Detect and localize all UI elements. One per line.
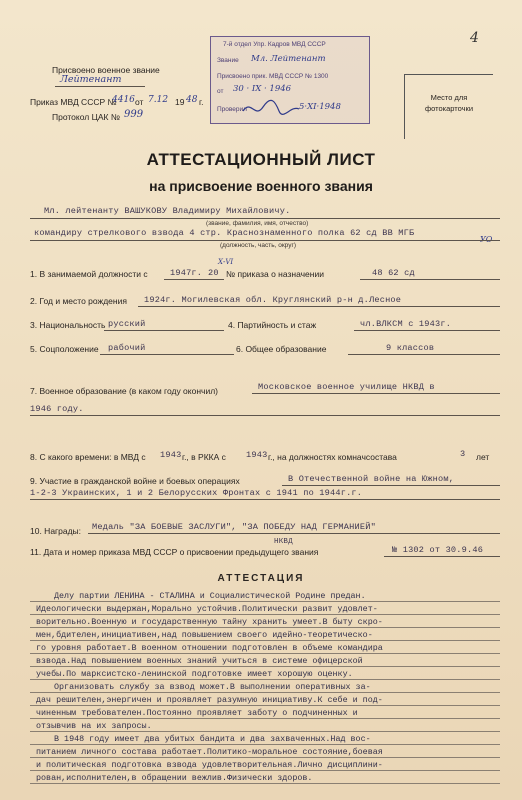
f11-value: № 1302 от 30.9.46 xyxy=(392,545,484,555)
f9-line xyxy=(282,485,500,486)
f5-line xyxy=(100,354,234,355)
person-position-line xyxy=(30,240,500,241)
attestation-line: питанием личного состава работает.Политико-моральное состояние,боевая xyxy=(36,747,383,757)
f5-label: 5. Соцположение xyxy=(30,344,99,354)
order-date: 7.12 xyxy=(148,95,169,105)
stamp-order-label: Присвоено прик. МВД СССР № 1300 xyxy=(217,73,329,80)
stamp-header: 7-й отдел Упр. Кадров МВД СССР xyxy=(223,41,326,48)
person-position-caption: (должность, часть, округ) xyxy=(220,242,297,249)
person-name-caption: (звание, фамилия, имя, отчество) xyxy=(206,220,309,227)
attestation-rule-5 xyxy=(30,653,500,654)
person-name-line xyxy=(30,218,500,219)
document-subtitle: на присвоение военного звания xyxy=(149,178,373,194)
order-year: 48 xyxy=(186,95,198,105)
attestation-line: чиненным требователен.Постоянно проявляет заботу о подчиненных и xyxy=(36,708,358,718)
attestation-line: го уровня работает.В военном отношении подготовлен в объеме командира xyxy=(36,643,383,653)
attestation-line: ворительно.Военную и государственную тайну хранить умеет.В быту скро- xyxy=(36,617,383,627)
attestation-line: В 1948 году имеет два убитых бандита и два захваченных.Над вос- xyxy=(54,734,371,744)
f11-line xyxy=(384,556,500,557)
f1-number-label: № приказа о назначении xyxy=(226,269,324,279)
document-title: АТТЕСТАЦИОННЫЙ ЛИСТ xyxy=(146,150,376,169)
f8-mvd-year: 1943 xyxy=(160,450,182,460)
attestation-line: Идеологически выдержан,Морально устойчив.Политически развит удовлет- xyxy=(36,604,378,614)
f7-value: Московское военное училище НКВД в xyxy=(258,382,435,392)
stamp-checked-label: Проверил xyxy=(217,106,247,113)
f9-label: 9. Участие в гражданской войне и боевых операциях xyxy=(30,476,240,486)
page-number: 4 xyxy=(470,30,479,46)
f4-line xyxy=(354,330,500,331)
attestation-line: дач решителен,энергичен и проявляет разумную инициативу.К себе и под- xyxy=(36,695,383,705)
f6-label: 6. Общее образование xyxy=(236,344,327,354)
stamp-rank-label: Звание xyxy=(217,57,239,64)
f7-line-2 xyxy=(30,415,500,416)
rank-assigned-label: Присвоено военное звание xyxy=(52,65,160,75)
order-year-suffix: г. xyxy=(199,97,204,107)
f11-note: НКВД xyxy=(274,538,293,546)
f10-label: 10. Награды: xyxy=(30,526,82,536)
f6-line xyxy=(348,354,500,355)
f1-label: 1. В занимаемой должности с xyxy=(30,269,148,279)
f2-line xyxy=(138,306,500,307)
protocol-number: 999 xyxy=(124,109,144,120)
f1-line xyxy=(164,279,224,280)
f5-value: рабочий xyxy=(108,343,146,353)
f8-rkka-year: 1943 xyxy=(246,450,268,460)
attestation-line: мен,бдителен,инициативен,над повышением своего идейно-теоретическо- xyxy=(36,630,373,640)
registration-stamp xyxy=(210,36,370,124)
f4-label: 4. Партийность и стаж xyxy=(228,320,317,330)
f6-value: 9 классов xyxy=(386,343,435,353)
f4-value: чл.ВЛКСМ с 1943г. xyxy=(360,319,452,329)
rank-assigned-line xyxy=(55,86,145,87)
attestation-line: и политическая подготовка взвода удовлетворительная.Лично дисциплини- xyxy=(36,760,383,770)
f1-number: 20 xyxy=(208,268,219,278)
signature-icon xyxy=(241,97,301,119)
f1-order: 48 62 сд xyxy=(372,268,415,278)
attestation-line: взвода.Над повышением военных знаний учиться в системе офицерской xyxy=(36,656,363,666)
f7-value-continued: 1946 году. xyxy=(30,404,84,414)
f7-line xyxy=(252,393,500,394)
attestation-line: Организовать службу за взвод может.В выполнении оперативных за- xyxy=(54,682,371,692)
photo-placeholder-text: Место для фотокарточки xyxy=(424,93,474,113)
attestation-rule-6 xyxy=(30,666,500,667)
stamp-rank-value: Мл. Лейтенант xyxy=(251,54,326,64)
rank-assigned-value: Лейтенант xyxy=(60,74,122,85)
attestation-rule-9 xyxy=(30,705,500,706)
attestation-rule-14 xyxy=(30,770,500,771)
person-position-suffix: УО xyxy=(480,235,493,244)
protocol-label: Протокол ЦАК № xyxy=(52,112,120,122)
f10-line xyxy=(88,533,500,534)
f7-label: 7. Военное образование (в каком году окончил) xyxy=(30,386,218,396)
attestation-rule-13 xyxy=(30,757,500,758)
f1-order-line xyxy=(360,279,500,280)
stamp-checked-value: 5·XI·1948 xyxy=(299,102,341,112)
f1-from: 1947г. xyxy=(170,268,203,278)
f10-value: Медаль "ЗА БОЕВЫЕ ЗАСЛУГИ", "ЗА ПОБЕДУ НАД ГЕРМАНИЕЙ" xyxy=(92,522,376,532)
order-number: 4416 xyxy=(112,95,135,105)
f11-label: 11. Дата и номер приказа МВД СССР о присвоении предыдущего звания xyxy=(30,547,319,557)
f8-years: 3 xyxy=(460,449,466,459)
attestation-rule-1 xyxy=(30,601,500,602)
order-from-label: от xyxy=(135,97,144,107)
f8-label-c: г., на должностях комначсостава xyxy=(268,452,397,462)
stamp-date-value: 30 · IX · 1946 xyxy=(233,84,292,94)
attestation-rule-12 xyxy=(30,744,500,745)
f8-label-d: лет xyxy=(476,452,490,462)
attestation-line: рован,исполнителен,в обращении вежлив.Физически здоров. xyxy=(36,773,313,783)
f1-note: Х-VI xyxy=(218,258,234,266)
f9-value: В Отечественной войне на Южном, xyxy=(288,474,455,484)
attestation-rule-15 xyxy=(30,783,500,784)
attestation-rule-10 xyxy=(30,718,500,719)
f9-line-2 xyxy=(30,499,500,500)
attestation-rule-8 xyxy=(30,692,500,693)
person-position: командиру стрелкового взвода 4 стр. Краснознаменного полка 62 сд ВВ МГБ xyxy=(34,228,415,238)
f8-label-a: 8. С какого времени: в МВД с xyxy=(30,452,146,462)
attestation-rule-7 xyxy=(30,679,500,680)
person-name: Мл. лейтенанту ВАШУКОВУ Владимиру Михайловичу. xyxy=(44,206,291,216)
order-year-prefix: 19 xyxy=(175,97,185,107)
f3-value: русский xyxy=(108,319,146,329)
f9-value-continued: 1-2-3 Украинских, 1 и 2 Белорусских Фронтах с 1941 по 1944г.г. xyxy=(30,488,363,498)
f2-label: 2. Год и место рождения xyxy=(30,296,127,306)
attestation-rule-4 xyxy=(30,640,500,641)
attestation-line: отзывчив на их запросы. xyxy=(36,721,152,731)
attestation-rule-2 xyxy=(30,614,500,615)
f3-line xyxy=(104,330,224,331)
f8-label-b: г., в РККА с xyxy=(182,452,226,462)
attestation-rule-11 xyxy=(30,731,500,732)
attestation-rule-3 xyxy=(30,627,500,628)
order-label: Приказ МВД СССР № xyxy=(30,97,117,107)
attestation-line: Делу партии ЛЕНИНА - СТАЛИНА и Социалистической Родине предан. xyxy=(54,591,366,601)
attestation-title: АТТЕСТАЦИЯ xyxy=(217,573,305,584)
attestation-line: учебы.По марксистско-ленинской подготовке имеет хорошую оценку. xyxy=(36,669,353,679)
stamp-date-label: от xyxy=(217,88,224,95)
f3-label: 3. Национальность xyxy=(30,320,106,330)
f2-value: 1924г. Могилевская обл. Круглянский р-н д.Лесное xyxy=(144,295,402,305)
